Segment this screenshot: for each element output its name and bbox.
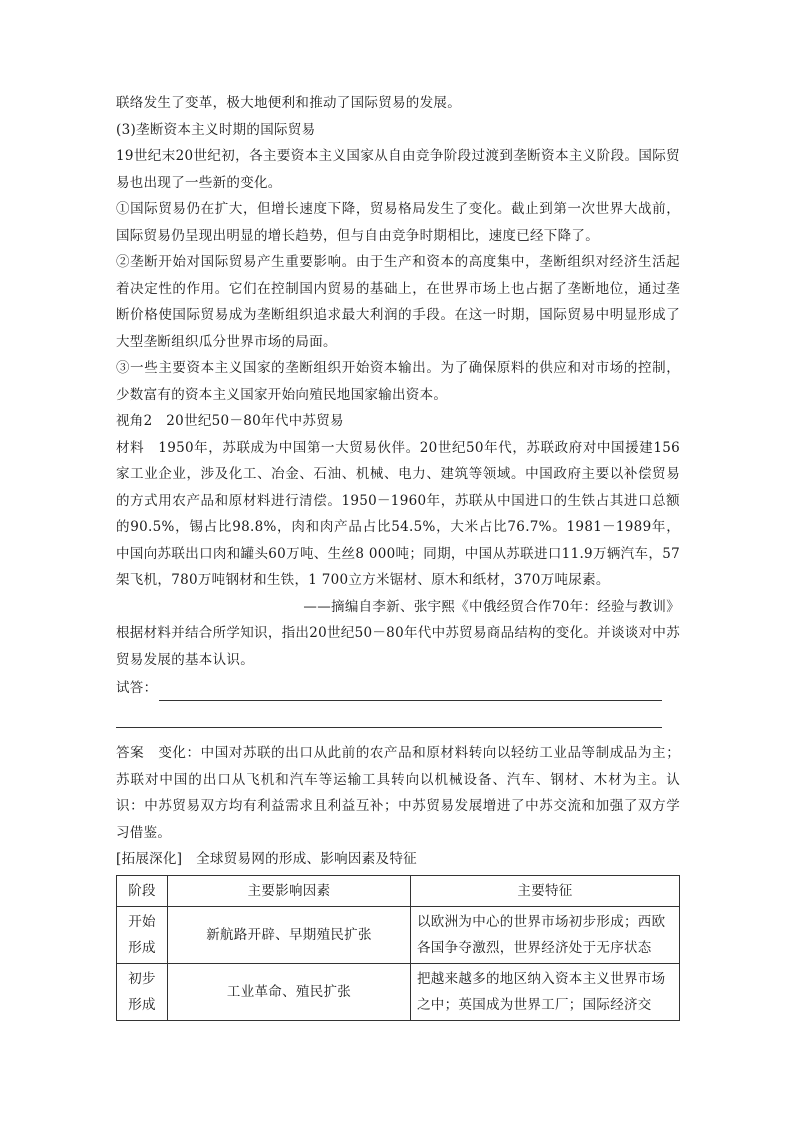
answer-paragraph: 答案 变化：中国对苏联的出口从此前的农产品和原材料转向以轻纺工业品等制成品为主；苏联对中国的出口从飞机和汽车等运输工具转向以机械设备、汽车、钢材、木材为主。认识：中苏贸易双方均有利益需求且利益互补；中苏贸易发展增进了中苏交流和加强了双方学习借鉴。 xyxy=(116,745,680,841)
question: 根据材料并结合所学知识，指出20世纪50－80年代中苏贸易商品结构的变化。并谈谈对中苏贸易发展的基本认识。 xyxy=(116,625,680,668)
answer-line xyxy=(116,673,680,701)
material-source: ——摘编自李新、张宇熙《中俄经贸合作70年：经验与教训》 xyxy=(303,598,680,615)
section-heading: (3)垄断资本主义时期的国际贸易 xyxy=(116,121,316,138)
answer-blank-2[interactable] xyxy=(116,701,662,728)
stage-cell: 初步形成 xyxy=(117,963,168,1020)
try-answer-label: 试答： xyxy=(116,679,158,696)
point-2: ②垄断开始对国际贸易产生重要影响。由于生产和资本的高度集中，垄断组织对经济生活起着决定性的作用。它们在控制国内贸易的基础上，在世界市场上也占据了垄断地位，通过垄断价格使国际贸易成为垄断组织追求最大利润的手段。在这一时期，国际贸易中明显形成了大型垄断组织瓜分世界市场的局面。 xyxy=(116,254,680,350)
table-header-row xyxy=(117,875,680,906)
document-page xyxy=(116,90,680,1021)
paragraph-intro: 19世纪末20世纪初，各主要资本主义国家从自由竞争阶段过渡到垄断资本主义阶段。国际贸易也出现了一些新的变化。 xyxy=(116,148,680,191)
answer-blank-1[interactable] xyxy=(159,683,662,701)
trade-network-table xyxy=(116,875,680,1021)
perspective-heading: 视角2 20世纪50－80年代中苏贸易 xyxy=(116,413,344,429)
feature-cell: 以欧洲为中心的世界市场初步形成；西欧各国争夺激烈，世界经济处于无序状态 xyxy=(411,906,680,963)
header-stage: 阶段 xyxy=(117,875,168,906)
table-row xyxy=(117,963,680,1020)
header-factor: 主要影响因素 xyxy=(168,875,411,906)
header-feature: 主要特征 xyxy=(411,875,680,906)
point-3: ③一些主要资本主义国家的垄断组织开始资本输出。为了确保原料的供应和对市场的控制，少数富有的资本主义国家开始向殖民地国家输出资本。 xyxy=(116,360,680,403)
factor-cell: 新航路开辟、早期殖民扩张 xyxy=(168,906,411,963)
factor-cell: 工业革命、殖民扩张 xyxy=(168,963,411,1020)
material-paragraph: 材料 1950年，苏联成为中国第一大贸易伙伴。20世纪50年代，苏联政府对中国援建156家工业企业，涉及化工、冶金、石油、机械、电力、建筑等领域。中国政府主要以补偿贸易的方式用农产品和原材料进行清偿。1950－1960年，苏联从中国进口的生铁占其进口总额的90.5%，锡占比98.8%，肉和肉产品占比54.5%，大米占比76.7%。1981－1989年，中国向苏联出口肉和罐头60万吨、生丝8 000吨；同期，中国从苏联进口11.9万辆汽车，57架飞机，780万吨钢材和生铁，1 700立方米锯材、原木和纸材，370万吨尿素。 xyxy=(116,439,680,588)
stage-cell: 开始形成 xyxy=(117,906,168,963)
expand-heading: [拓展深化] 全球贸易网的形成、影响因素及特征 xyxy=(116,851,417,867)
feature-cell: 把越来越多的地区纳入资本主义世界市场之中；英国成为世界工厂；国际经济交 xyxy=(411,963,680,1020)
table-row xyxy=(117,906,680,963)
point-1: ①国际贸易仍在扩大，但增长速度下降，贸易格局发生了变化。截止到第一次世界大战前，国际贸易仍呈现出明显的增长趋势，但与自由竞争时期相比，速度已经下降了。 xyxy=(116,201,680,244)
paragraph-1: 联络发生了变革，极大地便利和推动了国际贸易的发展。 xyxy=(116,95,461,111)
